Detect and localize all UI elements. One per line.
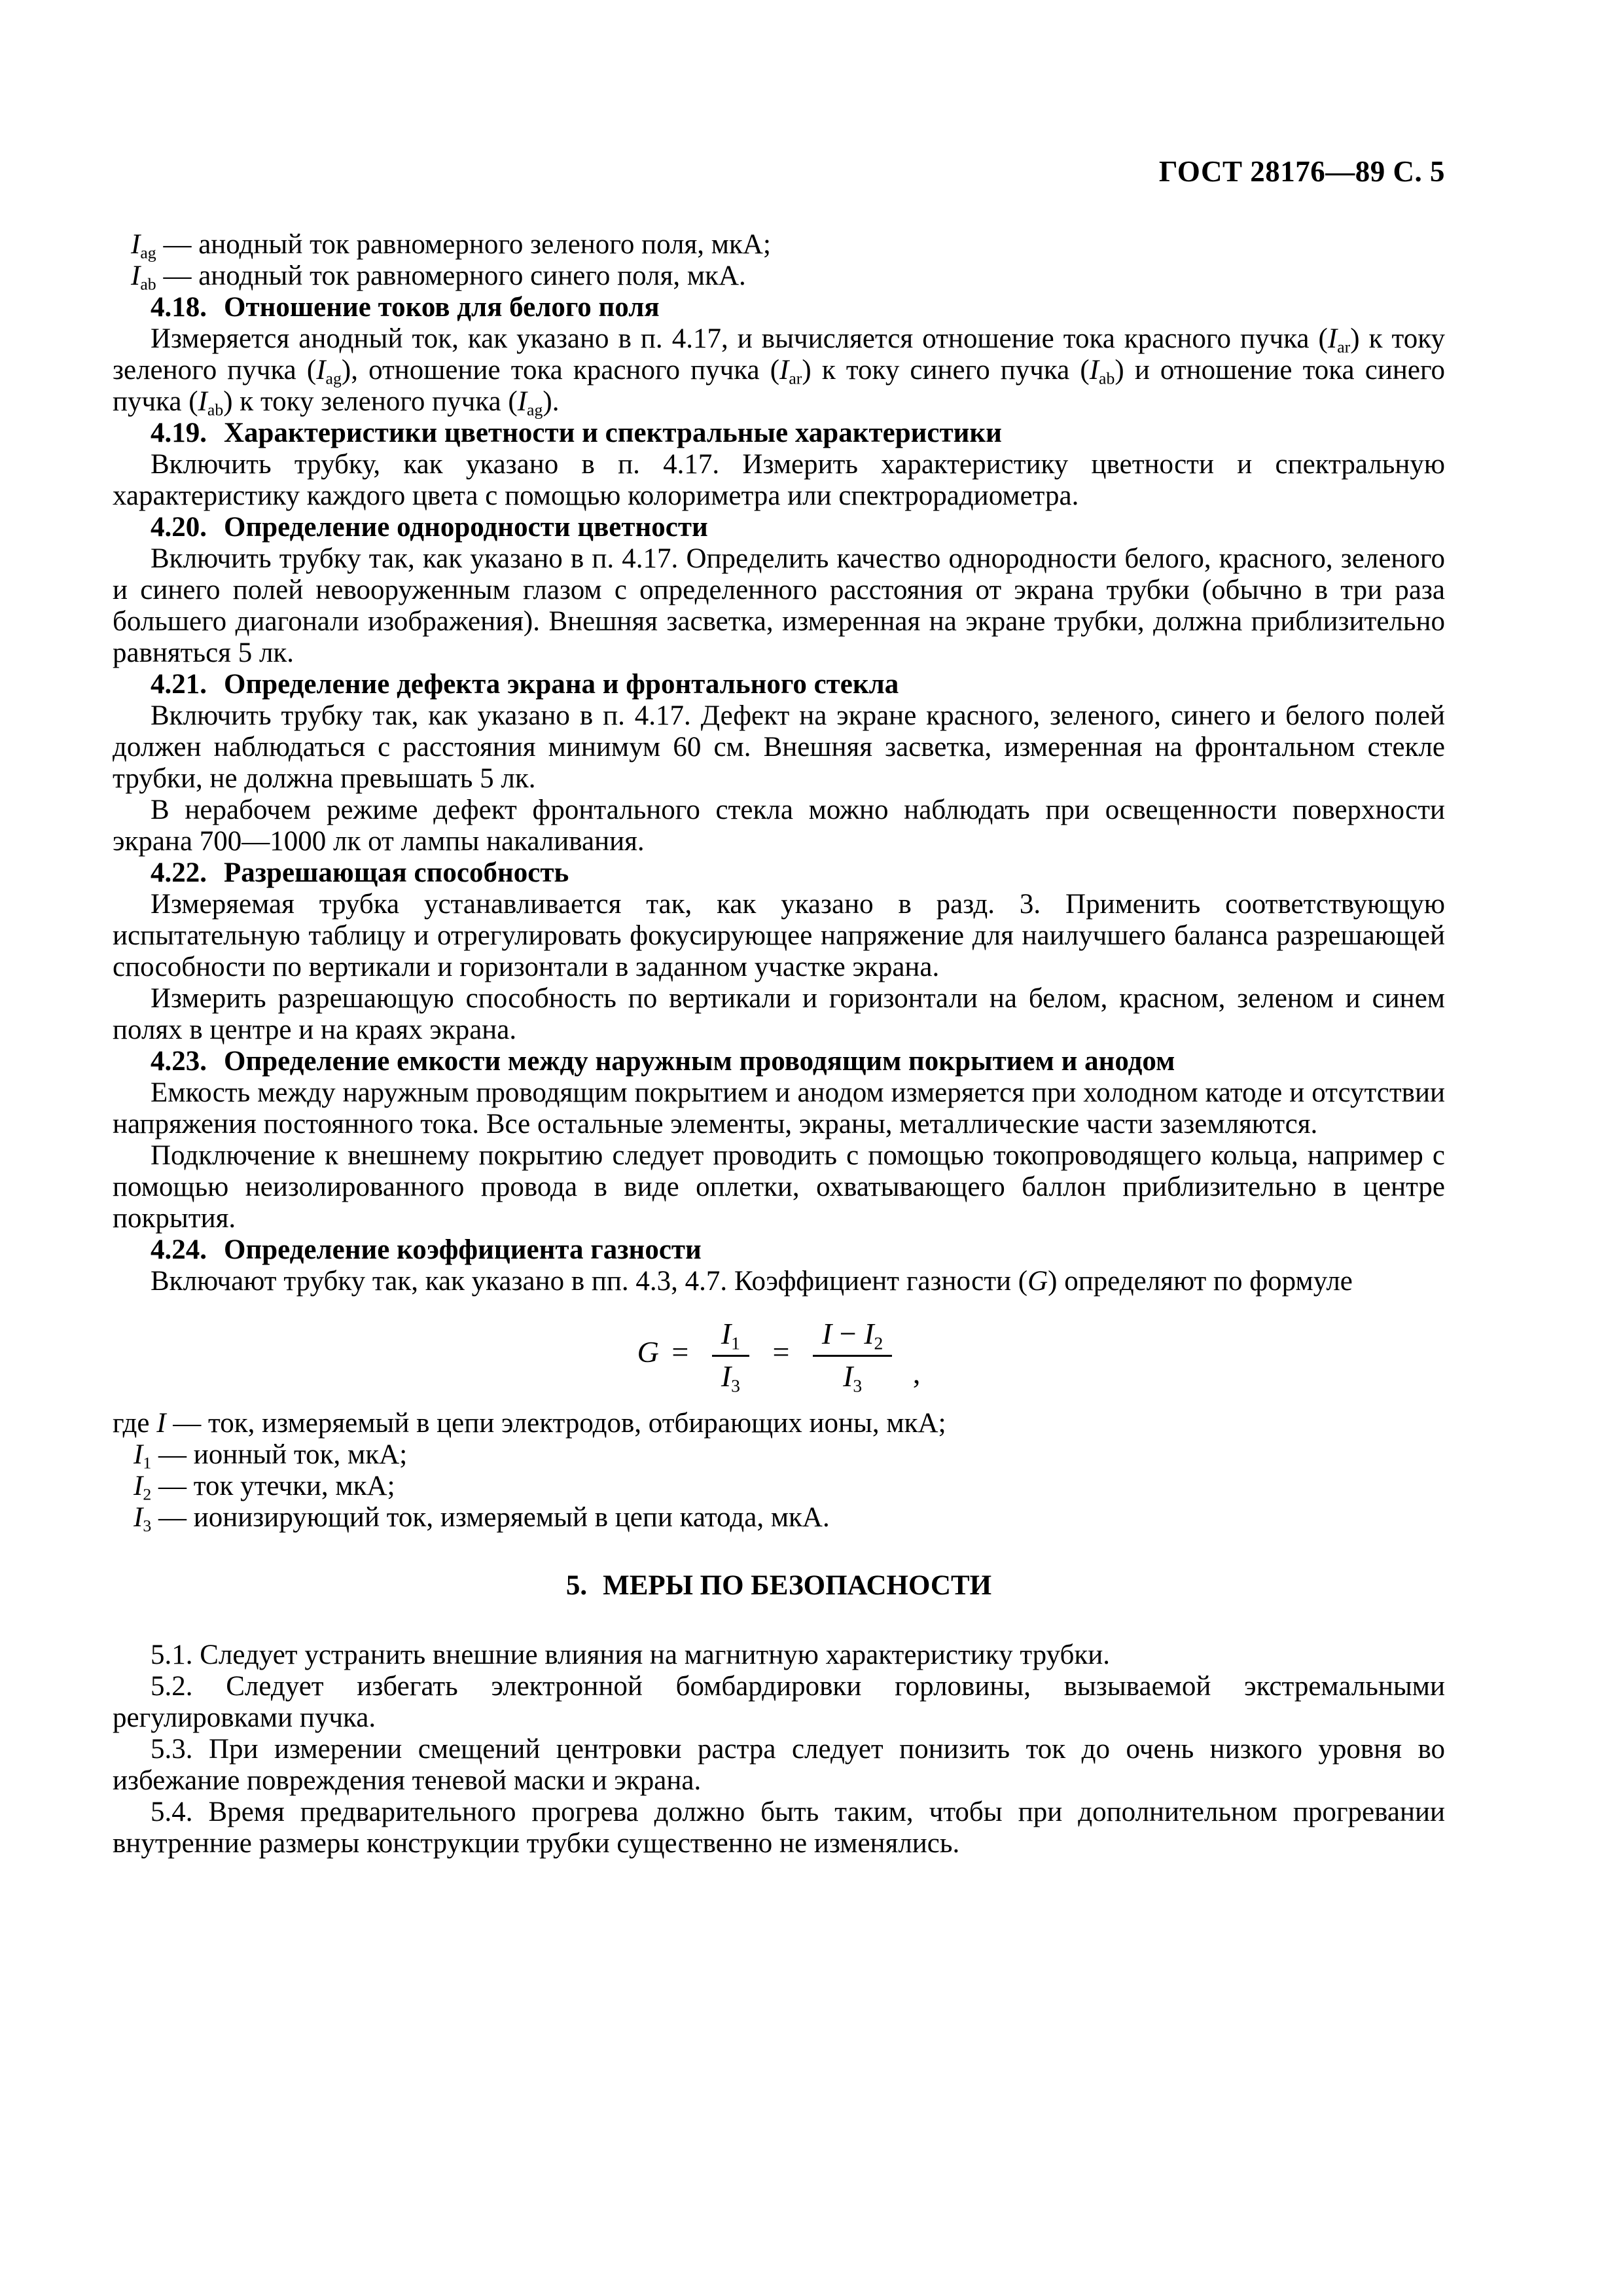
heading-title: Определение однородности цветности <box>224 512 708 543</box>
safety-paragraph: 5.4. Время предварительного прогрева должно быть таким, чтобы при дополнительном прогревании внутренние размеры конструкции трубки существенно не изменялись. <box>113 1797 1445 1859</box>
paragraph: Емкость между наружным проводящим покрытием и анодом измеряется при холодном катоде и отсутствии напряжения постоянного тока. Все остальные элементы, экраны, металлические части заземляются. <box>113 1077 1445 1139</box>
paragraph: Включить трубку так, как указано в п. 4.17. Определить качество однородности белого, красного, зеленого и синего полей невооруженным глазом с определенного расстояния от экрана трубки (обычно в три раза большего диагонали изображения). Внешняя засветка, измеренная на экране трубки, должна приблизительно равняться 5 лк. <box>113 543 1445 668</box>
definition-line: $I_{ab}$ — анодный ток равномерного синего поля, мкА. <box>131 260 746 294</box>
definition-line: $I_{ag}$ — анодный ток равномерного зеленого поля, мкА; <box>131 229 771 262</box>
heading-title: МЕРЫ ПО БЕЗОПАСНОСТИ <box>603 1570 992 1601</box>
paragraph: Подключение к внешнему покрытию следует проводить с помощью токопроводящего кольца, например с помощью неизолированного провода в виде оплетки, охватывающего баллон приблизительно в центре покрытия. <box>113 1140 1445 1234</box>
fraction-numerator: $I_1$ <box>712 1317 749 1357</box>
paragraph: Измеряется анодный ток, как указано в п. 4.17, и вычисляется отношение тока красного пучка $(I_{ar})$ к току зеленого пучка $(I_{ag})$, отношение тока красного пучка $(I_{ar})$ к току синего пучка $(I_{ab})$ и отношение тока синего пучка $(I_{ab})$ к току зеленого пучка $(I_{ag})$. <box>113 323 1446 420</box>
heading-number: 4.18. <box>151 292 207 323</box>
heading-title: Характеристики цветности и спектральные характеристики <box>224 418 1002 448</box>
heading-number: 4.24. <box>151 1234 207 1265</box>
paragraph: Включить трубку, как указано в п. 4.17. Измерить характеристику цветности и спектральную характеристику каждого цвета с помощью колориметра или спектрорадиометра. <box>113 449 1445 511</box>
safety-paragraph: 5.2. Следует избегать электронной бомбардировки горловины, вызываемой экстремальными регулировками пучка. <box>113 1671 1445 1733</box>
gas-coefficient-formula <box>113 1317 1445 1396</box>
paragraph: Измерить разрешающую способность по вертикали и горизонтали на белом, красном, зеленом и синем полях в центре и на краях экрана. <box>113 983 1445 1045</box>
doc-ref-text: ГОСТ 28176—89 С. 5 <box>1158 155 1445 188</box>
heading-title: Разрешающая способность <box>224 857 569 888</box>
section-heading-4-20 <box>113 512 1445 543</box>
where-line: где I — ток, измеряемый в цепи электродов, отбирающих ионы, мкА; <box>113 1408 946 1439</box>
fraction-numerator: $I - I_2$ <box>813 1317 892 1357</box>
section-heading-4-22 <box>113 857 1445 889</box>
fraction-denominator: $I_3$ <box>721 1359 740 1396</box>
page-content <box>113 229 1445 1859</box>
heading-number: 4.22. <box>151 857 207 888</box>
section-heading-4-19 <box>113 418 1445 449</box>
section-heading-4-21 <box>113 669 1445 700</box>
section-heading-4-23 <box>113 1046 1445 1077</box>
section-heading-4-18 <box>113 292 1445 323</box>
heading-number: 4.21. <box>151 669 207 700</box>
where-line: $I_3$ — ионизирующий ток, измеряемый в цепи катода, мкА. <box>134 1502 830 1535</box>
definition-list <box>113 229 1445 292</box>
section-heading-5 <box>113 1570 1445 1602</box>
paragraph: Измеряемая трубка устанавливается так, как указано в разд. 3. Применить соответствующую испытательную таблицу и отрегулировать фокусирующее напряжение для наилучшего баланса разрешающей способности по вертикали и горизонтали в заданном участке экрана. <box>113 889 1445 982</box>
paragraph: В нерабочем режиме дефект фронтального стекла можно наблюдать при освещенности поверхности экрана 700—1000 лк от лампы накаливания. <box>113 795 1445 857</box>
heading-title: Определение дефекта экрана и фронтального стекла <box>224 669 899 700</box>
fraction-1 <box>712 1317 749 1396</box>
where-list <box>113 1408 1445 1534</box>
paragraph: Включить трубку так, как указано в п. 4.17. Дефект на экране красного, зеленого, синего и белого полей должен наблюдаться с расстояния минимум 60 см. Внешняя засветка, измеренная на фронтальном стекле трубки, не должна превышать 5 лк. <box>113 700 1445 794</box>
safety-paragraph: 5.3. При измерении смещений центровки растра следует понизить ток до очень низкого уровня во избежание повреждения теневой маски и экрана. <box>113 1734 1445 1796</box>
heading-number: 4.20. <box>151 512 207 543</box>
heading-number: 4.19. <box>151 418 207 448</box>
fraction-2 <box>813 1317 892 1396</box>
heading-title: Отношение токов для белого поля <box>224 292 660 323</box>
equals-sign: = <box>772 1335 790 1369</box>
section-heading-4-24 <box>113 1234 1445 1266</box>
equals-sign: = <box>671 1335 689 1369</box>
heading-number: 5. <box>565 1570 588 1601</box>
formula-lhs: G <box>637 1335 659 1369</box>
formula-comma: , <box>912 1356 921 1390</box>
heading-number: 4.23. <box>151 1046 207 1077</box>
safety-paragraph: 5.1. Следует устранить внешние влияния на магнитную характеристику трубки. <box>151 1640 1111 1670</box>
where-line: $I_2$ — ток утечки, мкА; <box>134 1471 395 1504</box>
where-line: $I_1$ — ионный ток, мкА; <box>134 1439 408 1473</box>
paragraph: Включают трубку так, как указано в пп. 4.3, 4.7. Коэффициент газности (G) определяют по формуле <box>151 1266 1353 1297</box>
page-header <box>1159 154 1445 188</box>
fraction-denominator: $I_3$ <box>843 1359 863 1396</box>
heading-title: Определение емкости между наружным проводящим покрытием и анодом <box>224 1046 1175 1077</box>
heading-title: Определение коэффициента газности <box>224 1234 702 1265</box>
